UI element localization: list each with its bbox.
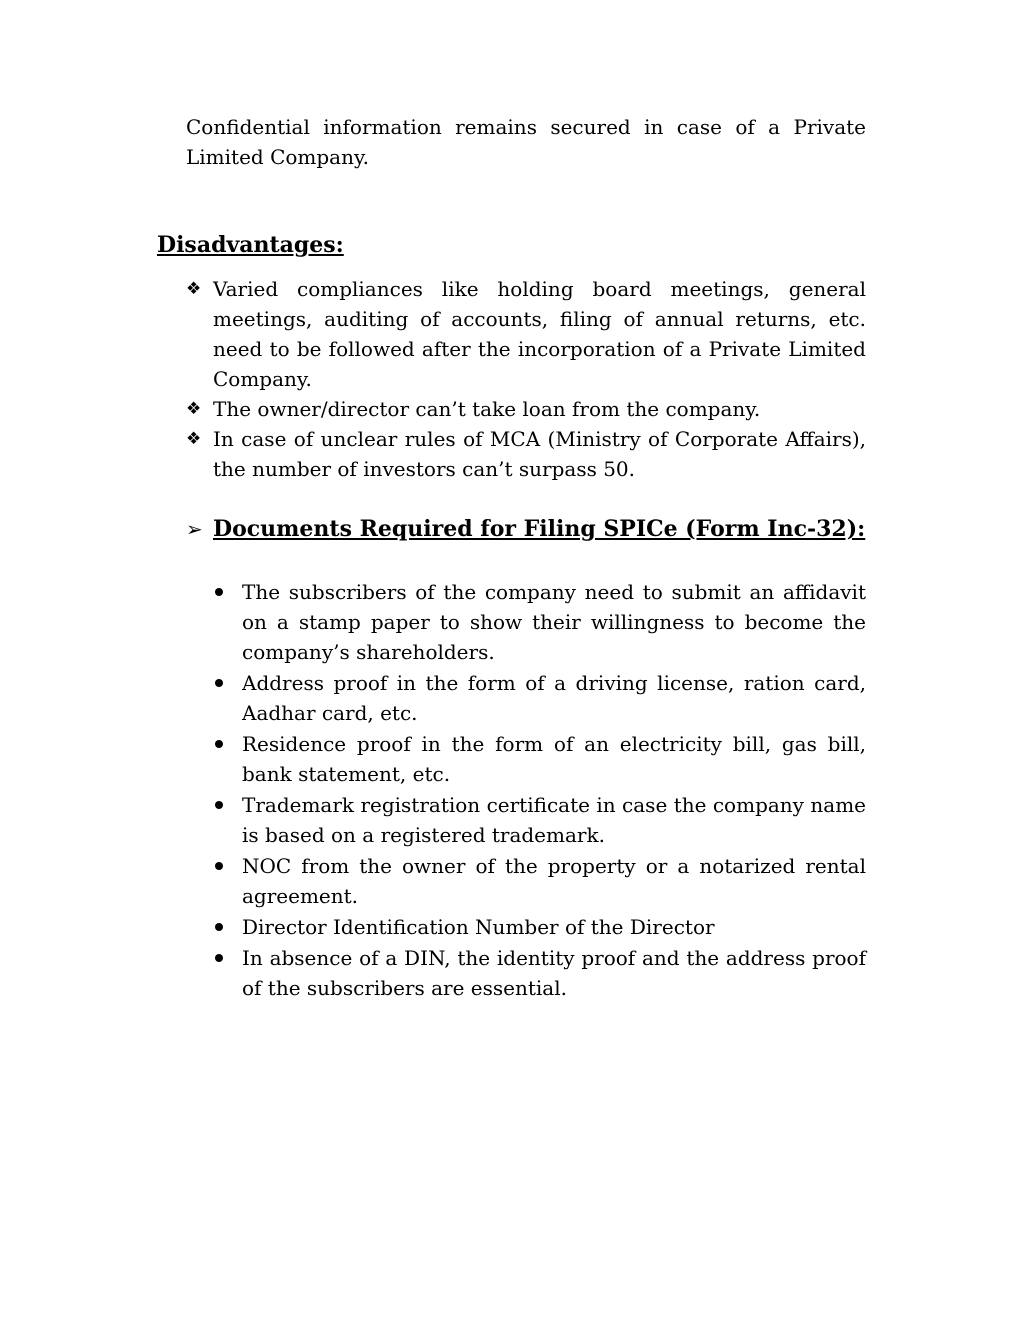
- disadvantages-list: [186, 274, 866, 484]
- list-item: [214, 577, 866, 667]
- list-item-text: Trademark registration certificate in case the company name is based on a registered trademark.: [242, 793, 866, 847]
- round-bullet-icon: [215, 801, 223, 809]
- list-item: [214, 729, 866, 789]
- list-item-text: Address proof in the form of a driving license, ration card, Aadhar card, etc.: [242, 671, 866, 725]
- documents-heading-row: [186, 513, 866, 545]
- list-item: [214, 851, 866, 911]
- list-item: [186, 424, 866, 484]
- list-item: [214, 668, 866, 728]
- list-item-text: Director Identification Number of the Director: [242, 915, 715, 939]
- documents-list: [214, 577, 866, 1004]
- list-item-text: In absence of a DIN, the identity proof and the address proof of the subscribers are essential.: [242, 946, 866, 1000]
- diamond-bullet-icon: ❖: [186, 279, 202, 299]
- disadvantages-heading: Disadvantages:: [157, 232, 344, 258]
- list-item-text: Varied compliances like holding board meetings, general meetings, auditing of accounts, filing of annual returns, etc. need to be followed after the incorporation of a Private Limited Company.: [213, 277, 866, 391]
- list-item-text: In case of unclear rules of MCA (Ministry of Corporate Affairs), the number of investors can’t surpass 50.: [213, 427, 866, 481]
- round-bullet-icon: [215, 862, 223, 870]
- list-item-text: The subscribers of the company need to submit an affidavit on a stamp paper to show their willingness to become the company’s shareholders.: [242, 580, 866, 664]
- list-item-text: NOC from the owner of the property or a notarized rental agreement.: [242, 854, 866, 908]
- round-bullet-icon: [215, 923, 223, 931]
- documents-heading: Documents Required for Filing SPICe (Form Inc-32):: [213, 516, 866, 542]
- round-bullet-icon: [215, 954, 223, 962]
- list-item-text: Residence proof in the form of an electricity bill, gas bill, bank statement, etc.: [242, 732, 866, 786]
- list-item: [214, 790, 866, 850]
- round-bullet-icon: [215, 740, 223, 748]
- round-bullet-icon: [215, 679, 223, 687]
- diamond-bullet-icon: ❖: [186, 399, 202, 419]
- list-item: [214, 943, 866, 1003]
- list-item: [186, 394, 866, 424]
- arrowhead-bullet-icon: ➢: [186, 517, 203, 541]
- list-item: [214, 912, 866, 942]
- diamond-bullet-icon: ❖: [186, 429, 202, 449]
- intro-paragraph: Confidential information remains secured in case of a Private Limited Company.: [186, 115, 866, 169]
- list-item: [186, 274, 866, 394]
- list-item-text: The owner/director can’t take loan from the company.: [213, 397, 761, 421]
- round-bullet-icon: [215, 588, 223, 596]
